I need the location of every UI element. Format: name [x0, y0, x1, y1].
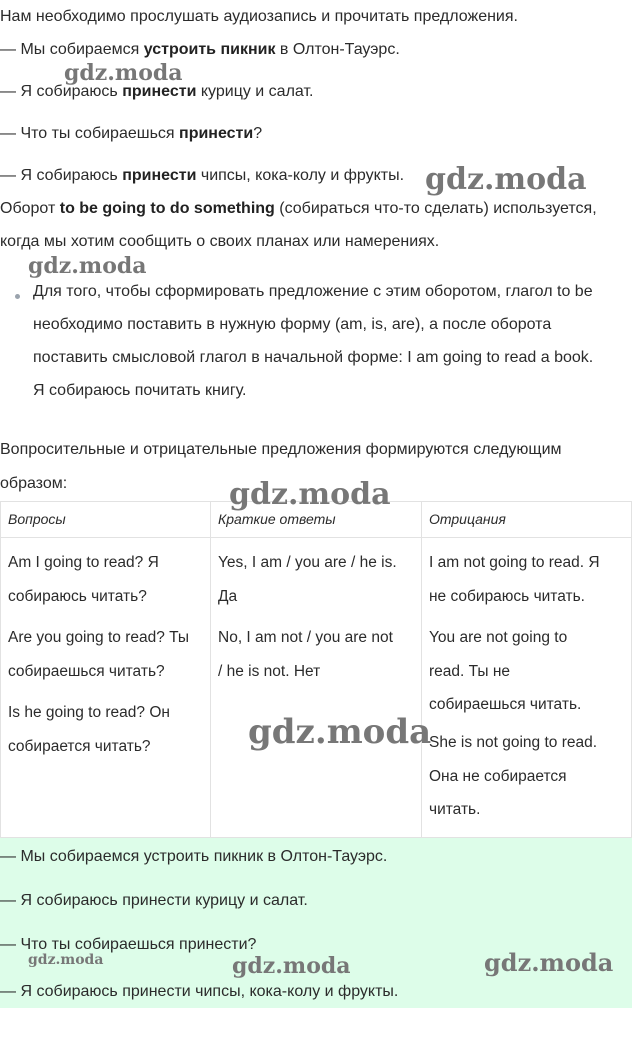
grammar-table: [0, 501, 632, 838]
rule-text-line-2: когда мы хотим сообщить о своих планах или намерениях.: [0, 233, 440, 250]
watermark: gdz.moda: [484, 948, 614, 977]
bullet-line-1: Для того, чтобы сформировать предложение с этим оборотом, глагол to be: [33, 283, 593, 300]
questions-cell: [1, 538, 211, 838]
bullet-line-4: Я собираюсь почитать книгу.: [33, 382, 247, 399]
intro-text: Нам необходимо прослушать аудиозапись и прочитать предложения.: [0, 8, 518, 25]
watermark: gdz.moda: [425, 162, 587, 197]
watermark: gdz.moda: [64, 60, 183, 86]
short-answer-1: Yes, I am / you are / he is. Да: [218, 554, 397, 605]
watermark: gdz.moda: [248, 712, 432, 752]
column-header-short-answers: Краткие ответы: [211, 502, 422, 538]
answer-line-3: — Что ты собираешься принести?: [0, 936, 257, 953]
rule-text: Оборот to be going to do something (собираться что-то сделать) используется,: [0, 200, 597, 217]
watermark: gdz.moda: [229, 477, 391, 512]
dialogue-line-2: — Я собираюсь принести курицу и салат.: [0, 83, 314, 100]
table-intro-line-2: образом:: [0, 475, 68, 492]
table-intro-line-1: Вопросительные и отрицательные предложения формируются следующим: [0, 441, 562, 458]
negation-3: She is not going to read. Она не собирается читать.: [429, 733, 598, 819]
bullet-dot-icon: [15, 294, 20, 299]
dialogue-line-3: — Что ты собираешься принести?: [0, 125, 263, 142]
answer-line-2: — Я собираюсь принести курицу и салат.: [0, 892, 308, 909]
table-row: [1, 538, 632, 838]
bullet-line-3: поставить смысловой глагол в начальной форме: I am going to read a book.: [33, 349, 594, 366]
watermark: gdz.moda: [232, 953, 351, 979]
question-2: Are you going to read? Ты собираешься читать?: [8, 629, 190, 680]
answer-line-4: — Я собираюсь принести чипсы, кока-колу и фрукты.: [0, 983, 399, 1000]
question-1: Am I going to read? Я собираюсь читать?: [8, 554, 159, 605]
answer-box: [0, 838, 632, 1008]
short-answer-2: No, I am not / you are not / he is not. Нет: [218, 629, 393, 680]
question-3: Is he going to read? Он собирается читать?: [8, 704, 170, 755]
dialogue-line-1: — Мы собираемся устроить пикник в Олтон-Тауэрс.: [0, 41, 400, 58]
answer-line-1: — Мы собираемся устроить пикник в Олтон-Тауэрс.: [0, 848, 388, 865]
bullet-line-2: необходимо поставить в нужную форму (am, is, are), а после оборота: [33, 316, 552, 333]
watermark: gdz.moda: [28, 952, 104, 968]
negation-2: You are not going to read. Ты не собираешься читать.: [429, 629, 582, 714]
negation-1: I am not going to read. Я не собираюсь читать.: [429, 554, 600, 605]
column-header-questions: Вопросы: [1, 502, 211, 538]
dialogue-line-4: — Я собираюсь принести чипсы, кока-колу и фрукты.: [0, 167, 405, 184]
column-header-negations: Отрицания: [422, 502, 632, 538]
negations-cell: [422, 538, 632, 838]
watermark: gdz.moda: [28, 253, 147, 279]
short-answers-cell: [211, 538, 422, 838]
